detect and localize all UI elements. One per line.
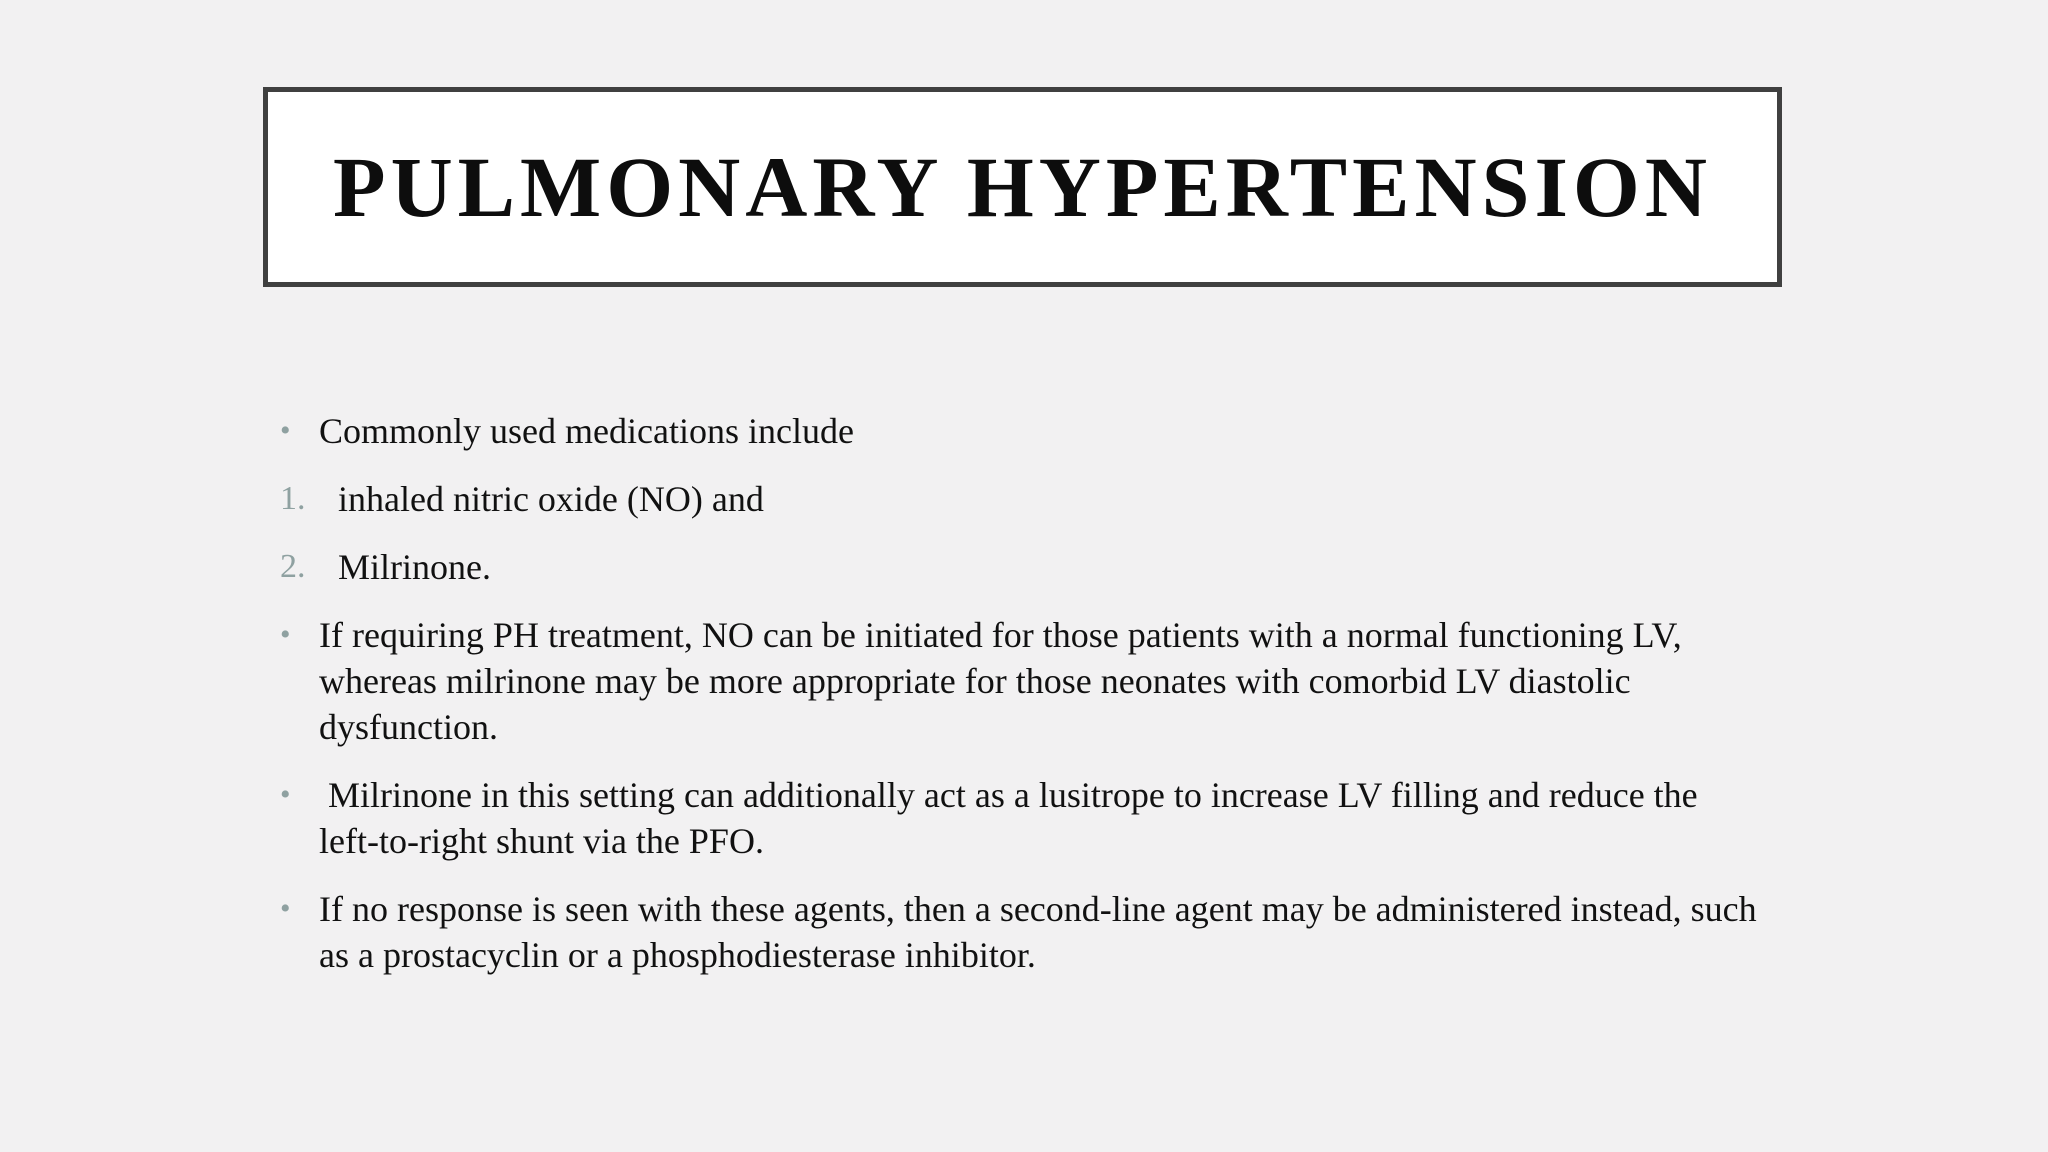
numbered-text: Milrinone.: [338, 547, 491, 587]
bullet-text: Commonly used medications include: [319, 411, 854, 451]
bullet-icon: •: [280, 892, 291, 925]
slide-content: [280, 408, 1760, 1000]
numbered-item: [280, 476, 1760, 522]
bullet-item: [280, 772, 1760, 864]
bullet-icon: •: [280, 414, 291, 447]
list-number: 1.: [280, 480, 306, 517]
numbered-item: [280, 544, 1760, 590]
bullet-item: [280, 408, 1760, 454]
bullet-text: If requiring PH treatment, NO can be initiated for those patients with a normal functioning LV, whereas milrinone may be more appropriate for those neonates with comorbid LV diastolic dysfunction.: [319, 615, 1682, 747]
bullet-icon: •: [280, 778, 291, 811]
bullet-item: [280, 886, 1760, 978]
title-box: [263, 87, 1782, 287]
bullet-text: If no response is seen with these agents, then a second-line agent may be administered instead, such as a prostacyclin or a phosphodiesterase inhibitor.: [319, 889, 1757, 975]
bullet-item: [280, 612, 1760, 750]
bullet-icon: •: [280, 618, 291, 651]
list-number: 2.: [280, 548, 306, 585]
numbered-text: inhaled nitric oxide (NO) and: [338, 479, 764, 519]
bullet-text: Milrinone in this setting can additionally act as a lusitrope to increase LV filling and reduce the left-to-right shunt via the PFO.: [319, 775, 1707, 861]
slide-title: PULMONARY HYPERTENSION: [333, 139, 1712, 235]
